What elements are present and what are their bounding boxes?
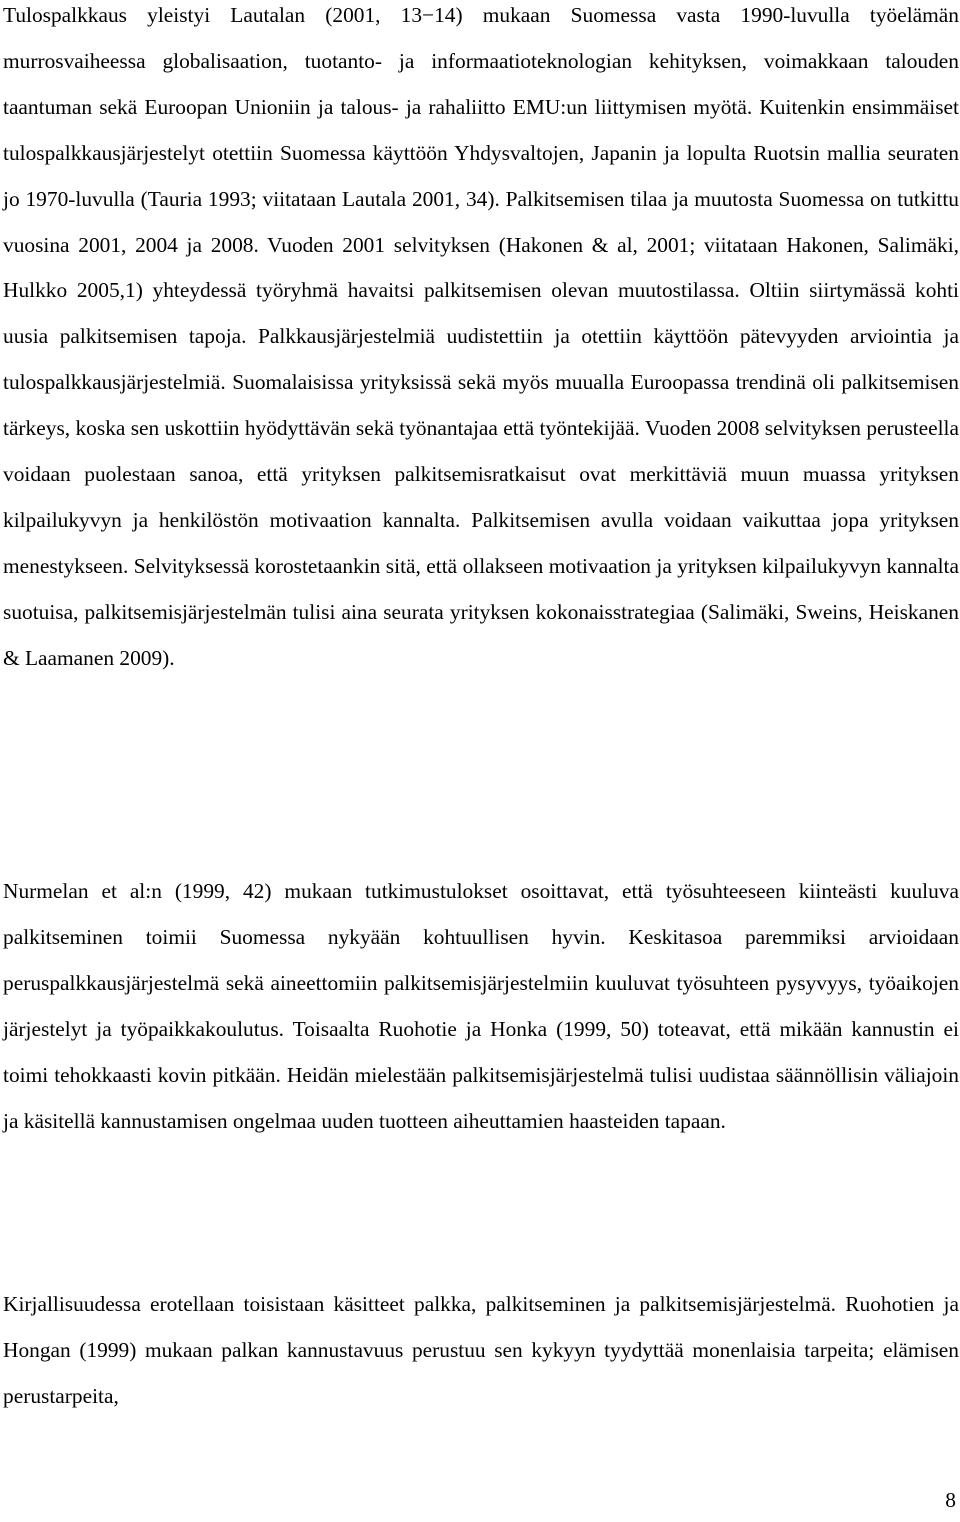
body-paragraph-1: Tulospalkkaus yleistyi Lautalan (2001, 13−14) mukaan Suomessa vasta 1990-luvulla työelämän murrosvaiheessa globalisaation, tuotanto- ja informaatioteknologian kehityksen, voimakkaan talouden taantuman sekä Euroopan Unioniin ja talous- ja rahaliitto EMU:un liittymisen myötä. Kuitenkin ensimmäiset tulospalkkausjärjestelyt otettiin Suomessa käyttöön Yhdysvaltojen, Japanin ja lopulta Ruotsin mallia seuraten jo 1970-luvulla (Tauria 1993; viitataan Lautala 2001, 34). Palkitsemisen tilaa ja muutosta Suomessa on tutkittu vuosina 2001, 2004 ja 2008. Vuoden 2001 selvityksen (Hakonen & al, 2001; viitataan Hakonen, Salimäki, Hulkko 2005,1) yhteydessä työryhmä havaitsi palkitsemisen olevan muutostilassa. Oltiin siirtymässä kohti uusia palkitsemisen tapoja. Palkkausjärjestelmiä uudistettiin ja otettiin käyttöön pätevyyden arviointia ja tulospalkkausjärjestelmiä. Suomalaisissa yrityksissä sekä myös muualla Euroopassa trendinä oli palkitsemisen tärkeys, koska sen uskottiin hyödyttävän sekä työnantajaa että työntekijää. Vuoden 2008 selvityksen perusteella voidaan puolestaan sanoa, että yrityksen palkitsemisratkaisut ovat merkittäviä muun muassa yrityksen kilpailukyvyn ja henkilöstön motivaation kannalta. Palkitsemisen avulla voidaan vaikuttaa jopa yrityksen menestykseen. Selvityksessä korostetaankin sitä, että ollakseen motivaation ja yrityksen kilpailukyvyn kannalta suotuisa, palkitsemisjärjestelmän tulisi aina seurata yrityksen kokonaisstrategiaa (Salimäki, Sweins, Heiskanen & Laamanen 2009). xyxy=(3,3,959,670)
page-number: 8 xyxy=(945,1488,956,1512)
body-paragraph-3: Kirjallisuudessa erotellaan toisistaan käsitteet palkka, palkitseminen ja palkitsemisjärjestelmä. Ruohotien ja Hongan (1999) mukaan palkan kannustavuus perustuu sen kykyyn tyydyttää monenlaisia tarpeita; elämisen perustarpeita, xyxy=(3,1292,959,1408)
body-paragraph-2: Nurmelan et al:n (1999, 42) mukaan tutkimustulokset osoittavat, että työsuhteeseen kiinteästi kuuluva palkitseminen toimii Suomessa nykyään kohtuullisen hyvin. Keskitasoa paremmiksi arvioidaan peruspalkkausjärjestelmä sekä aineettomiin palkitsemisjärjestelmiin kuuluvat työsuhteen pysyvyys, työaikojen järjestelyt ja työpaikkakoulutus. Toisaalta Ruohotie ja Honka (1999, 50) toteavat, että mikään kannustin ei toimi tehokkaasti kovin pitkään. Heidän mielestään palkitsemisjärjestelmä tulisi uudistaa säännöllisin väliajoin ja käsitellä kannustamisen ongelmaa uuden tuotteen aiheuttamien haasteiden tapaan. xyxy=(3,879,959,1133)
